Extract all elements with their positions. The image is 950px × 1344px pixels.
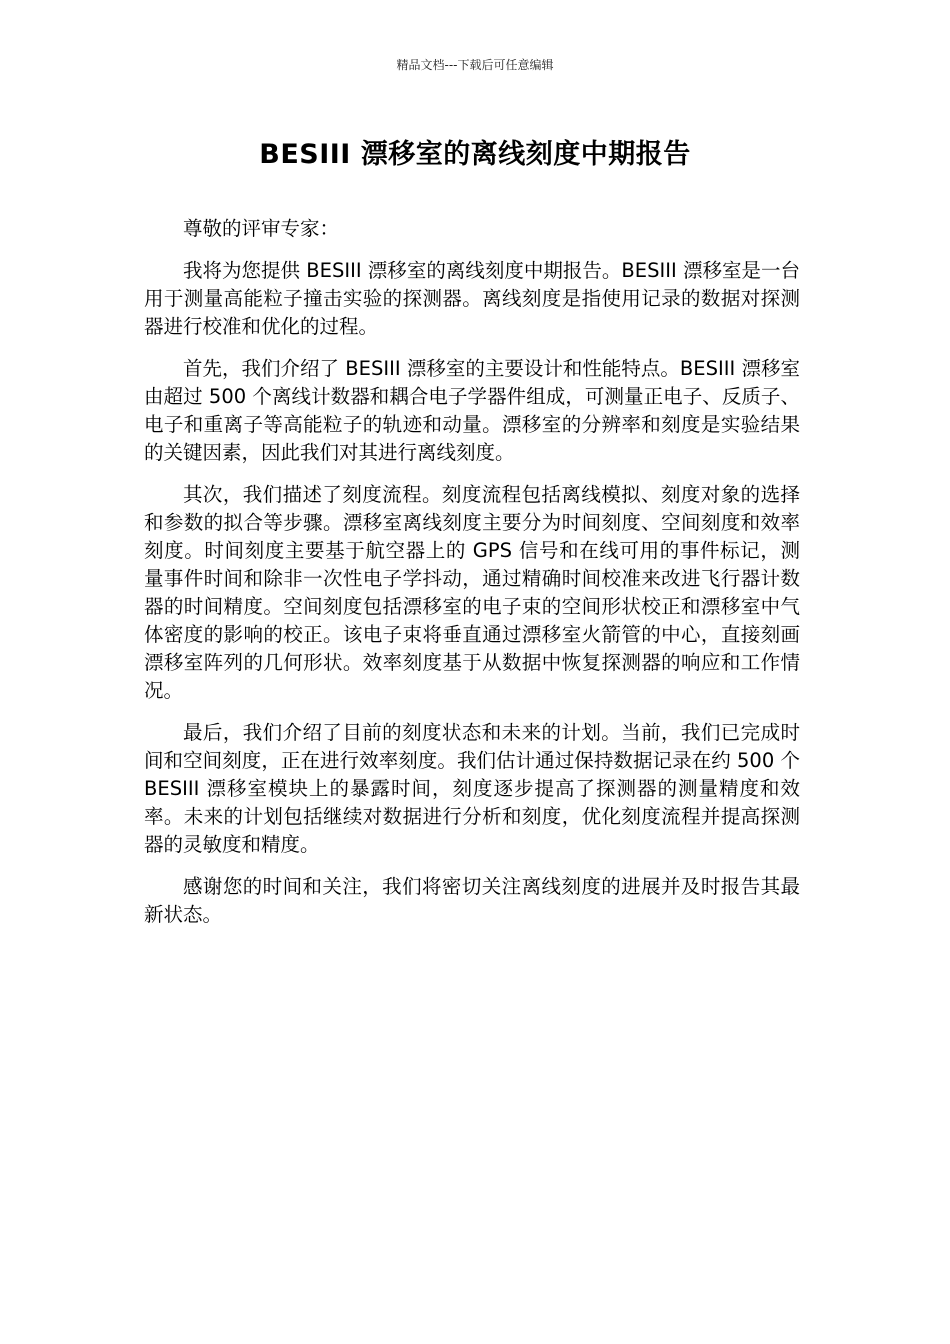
paragraph-procedure: 其次，我们描述了刻度流程。刻度流程包括离线模拟、刻度对象的选择和参数的拟合等步骤。漂移室离线刻度主要分为时间刻度、空间刻度和效率刻度。时间刻度主要基于航空器上的 GPS 信号和在线可用的事件标记，测量事件时间和除非一次性电子学抖动，通过精确时间校准来改进飞行器计数器的时间精度。空间刻度包括漂移室的电子束的空间形状校正和漂移室中气体密度的影响的校正。该电子束将垂直通过漂移室火箭管的中心，直接刻画漂移室阵列的几何形状。效率刻度基于从数据中恢复探测器的响应和工作情况。	[144, 483, 800, 702]
paragraph-intro: 我将为您提供 BESIII 漂移室的离线刻度中期报告。BESIII 漂移室是一台用于测量高能粒子撞击实验的探测器。离线刻度是指使用记录的数据对探测器进行校准和优化的过程。	[144, 259, 800, 338]
document-title: BESIII 漂移室的离线刻度中期报告	[259, 139, 691, 170]
paragraph-design: 首先，我们介绍了 BESIII 漂移室的主要设计和性能特点。BESIII 漂移室由超过 500 个离线计数器和耦合电子学器件组成，可测量正电子、反质子、电子和重离子等高能粒子的轨迹和动量。漂移室的分辨率和刻度是实验结果的关键因素，因此我们对其进行离线刻度。	[144, 357, 800, 464]
page-header-note: 精品文档---下载后可任意编辑	[396, 58, 554, 72]
document-body	[144, 215, 800, 943]
paragraph-closing: 感谢您的时间和关注，我们将密切关注离线刻度的进展并及时报告其最新状态。	[144, 875, 800, 926]
salutation: 尊敬的评审专家：	[183, 217, 340, 240]
paragraph-status: 最后，我们介绍了目前的刻度状态和未来的计划。当前，我们已完成时间和空间刻度，正在进行效率刻度。我们估计通过保持数据记录在约 500 个 BESIII 漂移室模块上的暴露时间，刻度逐步提高了探测器的测量精度和效率。未来的计划包括继续对数据进行分析和刻度，优化刻度流程并提高探测器的灵敏度和精度。	[144, 721, 800, 856]
